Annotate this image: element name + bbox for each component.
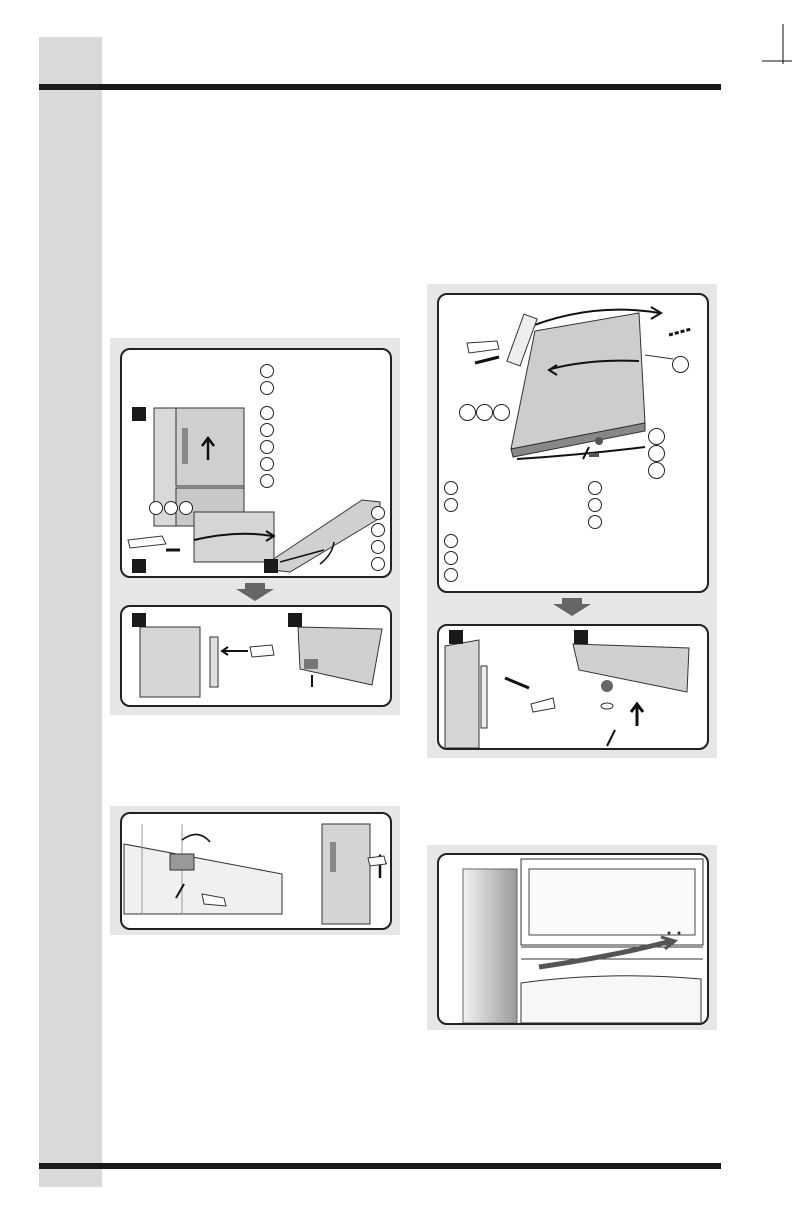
callout-circle xyxy=(260,364,274,378)
callout-circle xyxy=(260,381,274,395)
callout-circle xyxy=(444,481,458,495)
callout-circle xyxy=(371,506,385,520)
frame-door-reattach xyxy=(120,605,392,707)
door-reattach-illustration xyxy=(122,607,390,705)
frame-hinge-adjust xyxy=(120,812,392,930)
step-marker-b xyxy=(132,559,146,573)
callout-circle xyxy=(588,515,602,529)
callout-circle xyxy=(260,474,274,488)
frame-door-removal xyxy=(120,348,392,578)
callout-circle xyxy=(444,568,458,582)
step-marker-d xyxy=(132,613,146,627)
figure-remove-fridge-door xyxy=(110,338,400,715)
callout-circle xyxy=(444,498,458,512)
step-marker-e xyxy=(288,613,302,627)
callout-circle xyxy=(648,445,665,462)
callout-circle xyxy=(149,501,163,515)
callout-circle xyxy=(672,356,689,373)
callout-circle xyxy=(493,404,510,421)
hinge-adjust-illustration xyxy=(122,814,390,928)
frame-freezer-door-reattach xyxy=(437,624,709,750)
callout-circle xyxy=(371,523,385,537)
door-seal-illustration xyxy=(439,855,707,1023)
frame-freezer-door-flip xyxy=(437,293,709,593)
callout-circle xyxy=(459,404,476,421)
callout-circle xyxy=(648,428,665,445)
callout-circle xyxy=(164,501,178,515)
callout-circle xyxy=(371,557,385,571)
callout-circle xyxy=(648,462,665,479)
callout-circle xyxy=(588,481,602,495)
step-marker-g xyxy=(574,630,588,644)
figure-door-seal xyxy=(427,845,717,1030)
frame-door-seal xyxy=(437,853,709,1025)
figure-reverse-freezer-door xyxy=(427,284,717,758)
freezer-reattach-illustration xyxy=(439,626,707,748)
callout-circle xyxy=(371,540,385,554)
step-marker-f xyxy=(449,630,463,644)
door-removal-illustration xyxy=(122,350,390,576)
bottom-rule xyxy=(39,1163,721,1169)
callout-circle xyxy=(444,551,458,565)
callout-circle xyxy=(260,423,274,437)
top-rule xyxy=(39,84,721,90)
callout-circle xyxy=(476,404,493,421)
callout-circle xyxy=(260,457,274,471)
callout-circle xyxy=(179,501,193,515)
callout-circle xyxy=(260,406,274,420)
freezer-door-flip-illustration xyxy=(439,295,707,591)
gray-sidebar xyxy=(39,37,102,1187)
callout-circle xyxy=(260,440,274,454)
crop-mark xyxy=(762,24,792,64)
figure-hinge-adjust xyxy=(110,806,400,935)
callout-circle xyxy=(588,498,602,512)
step-marker-a xyxy=(132,407,146,421)
callout-circle xyxy=(444,534,458,548)
step-marker-c xyxy=(264,559,278,573)
